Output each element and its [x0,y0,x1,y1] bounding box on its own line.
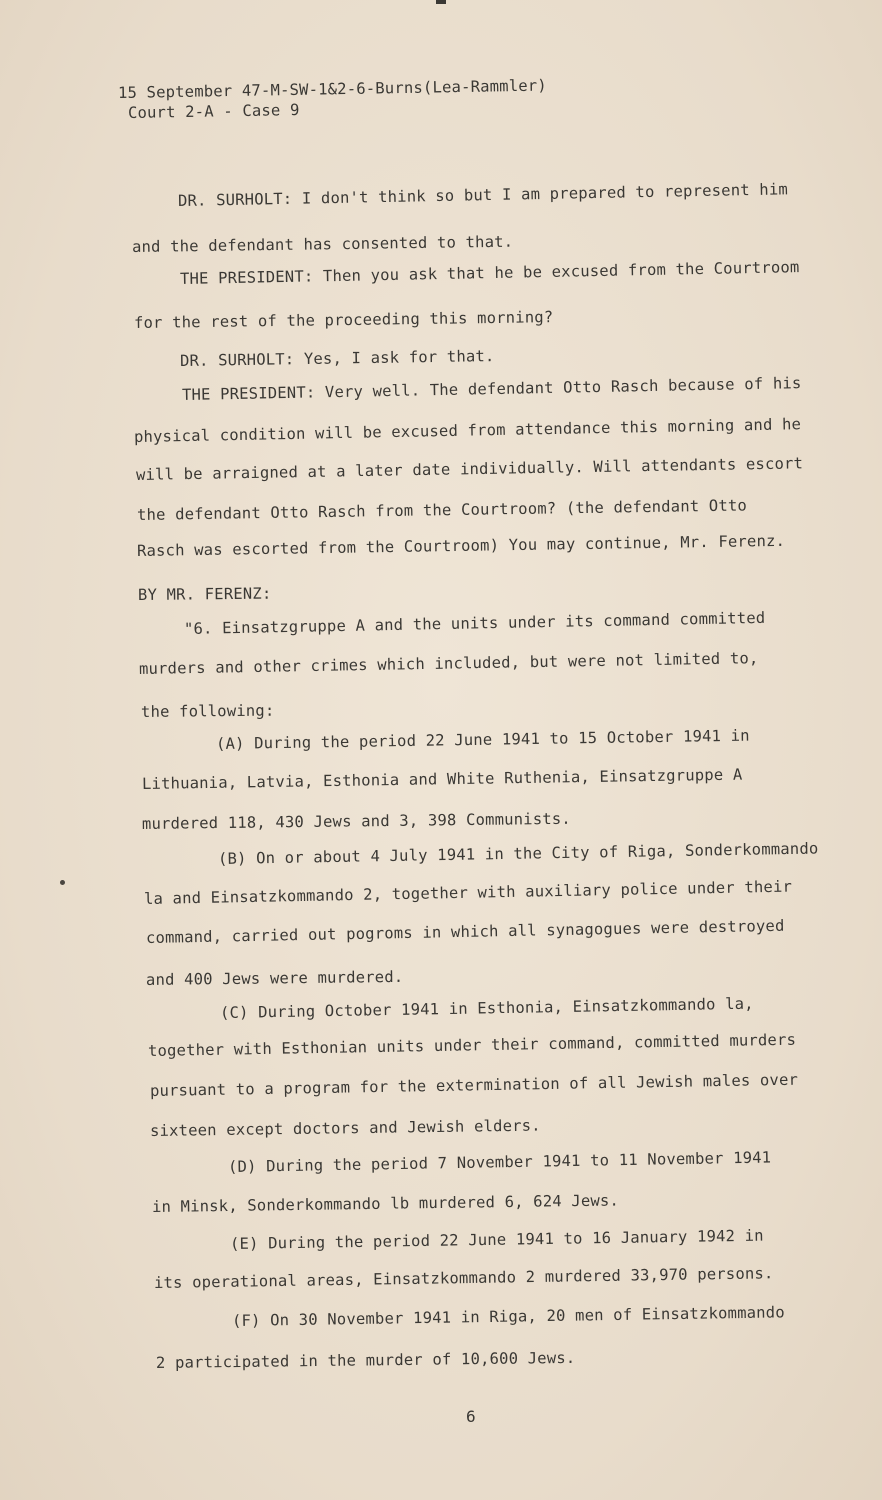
ink-dot [60,880,65,885]
body-line: in Minsk, Sonderkommando lb murdered 6, 624 Jews. [151,1191,620,1216]
body-line: and 400 Jews were murdered. [145,967,404,989]
body-line: THE PRESIDENT: Very well. The defendant Otto Rasch because of his [181,374,802,404]
body-line: command, carried out pogroms in which all synagogues were destroyed [145,916,785,947]
body-line: physical condition will be excused from attendance this morning and he [133,415,802,446]
body-line: DR. SURHOLT: I don't think so but I am prepared to represent him [177,180,789,210]
body-line: murders and other crimes which included, but were not limited to, [138,649,759,678]
body-line: (C) During October 1941 in Esthonia, Einsatzkommando la, [219,994,754,1022]
page-number: 6 [466,1407,476,1426]
body-line: THE PRESIDENT: Then you ask that he be excused from the Courtroom [179,258,800,288]
body-line: Lithuania, Latvia, Esthonia and White Ruthenia, Einsatzgruppe A [141,765,743,793]
body-line: its operational areas, Einsatzkommando 2 murdered 33,970 persons. [153,1264,774,1292]
body-line: murdered 118, 430 Jews and 3, 398 Communists. [141,809,572,833]
header-line-2: Court 2-A - Case 9 [127,101,300,122]
body-line: (F) On 30 November 1941 in Riga, 20 men of Einsatzkommando [231,1303,785,1330]
body-line: pursuant to a program for the extermination of all Jewish males over [149,1070,799,1100]
body-line: (E) During the period 22 June 1941 to 16 January 1942 in [229,1226,764,1253]
body-line: for the rest of the proceeding this morning? [133,308,554,332]
header-line-1: 15 September 47-M-SW-1&2-6-Burns(Lea-Rammler) [117,76,548,102]
body-line: together with Esthonian units under their command, committed murders [147,1030,797,1060]
body-line: the defendant Otto Rasch from the Courtroom? (the defendant Otto [136,496,748,524]
body-line: DR. SURHOLT: Yes, I ask for that. [179,347,495,370]
body-line: Rasch was escorted from the Courtroom) You may continue, Mr. Ferenz. [136,531,786,560]
body-line: sixteen except doctors and Jewish elders. [149,1116,541,1140]
body-line: la and Einsatzkommando 2, together with auxiliary police under their [143,877,793,908]
staple-mark [436,0,446,4]
body-line: and the defendant has consented to that. [131,232,514,256]
body-line: (A) During the period 22 June 1941 to 15 October 1941 in [215,726,750,753]
body-line: "6. Einsatzgruppe A and the units under its command committed [183,608,766,638]
body-line: 2 participated in the murder of 10,600 Jews. [155,1348,576,1372]
body-line: will be arraigned at a later date individually. Will attendants escort [135,454,804,484]
body-line: (D) During the period 7 November 1941 to 11 November 1941 [227,1148,772,1176]
body-line: (B) On or about 4 July 1941 in the City of Riga, Sonderkommando [217,839,819,868]
body-line: the following: [140,701,275,721]
body-line: BY MR. FERENZ: [137,584,272,604]
